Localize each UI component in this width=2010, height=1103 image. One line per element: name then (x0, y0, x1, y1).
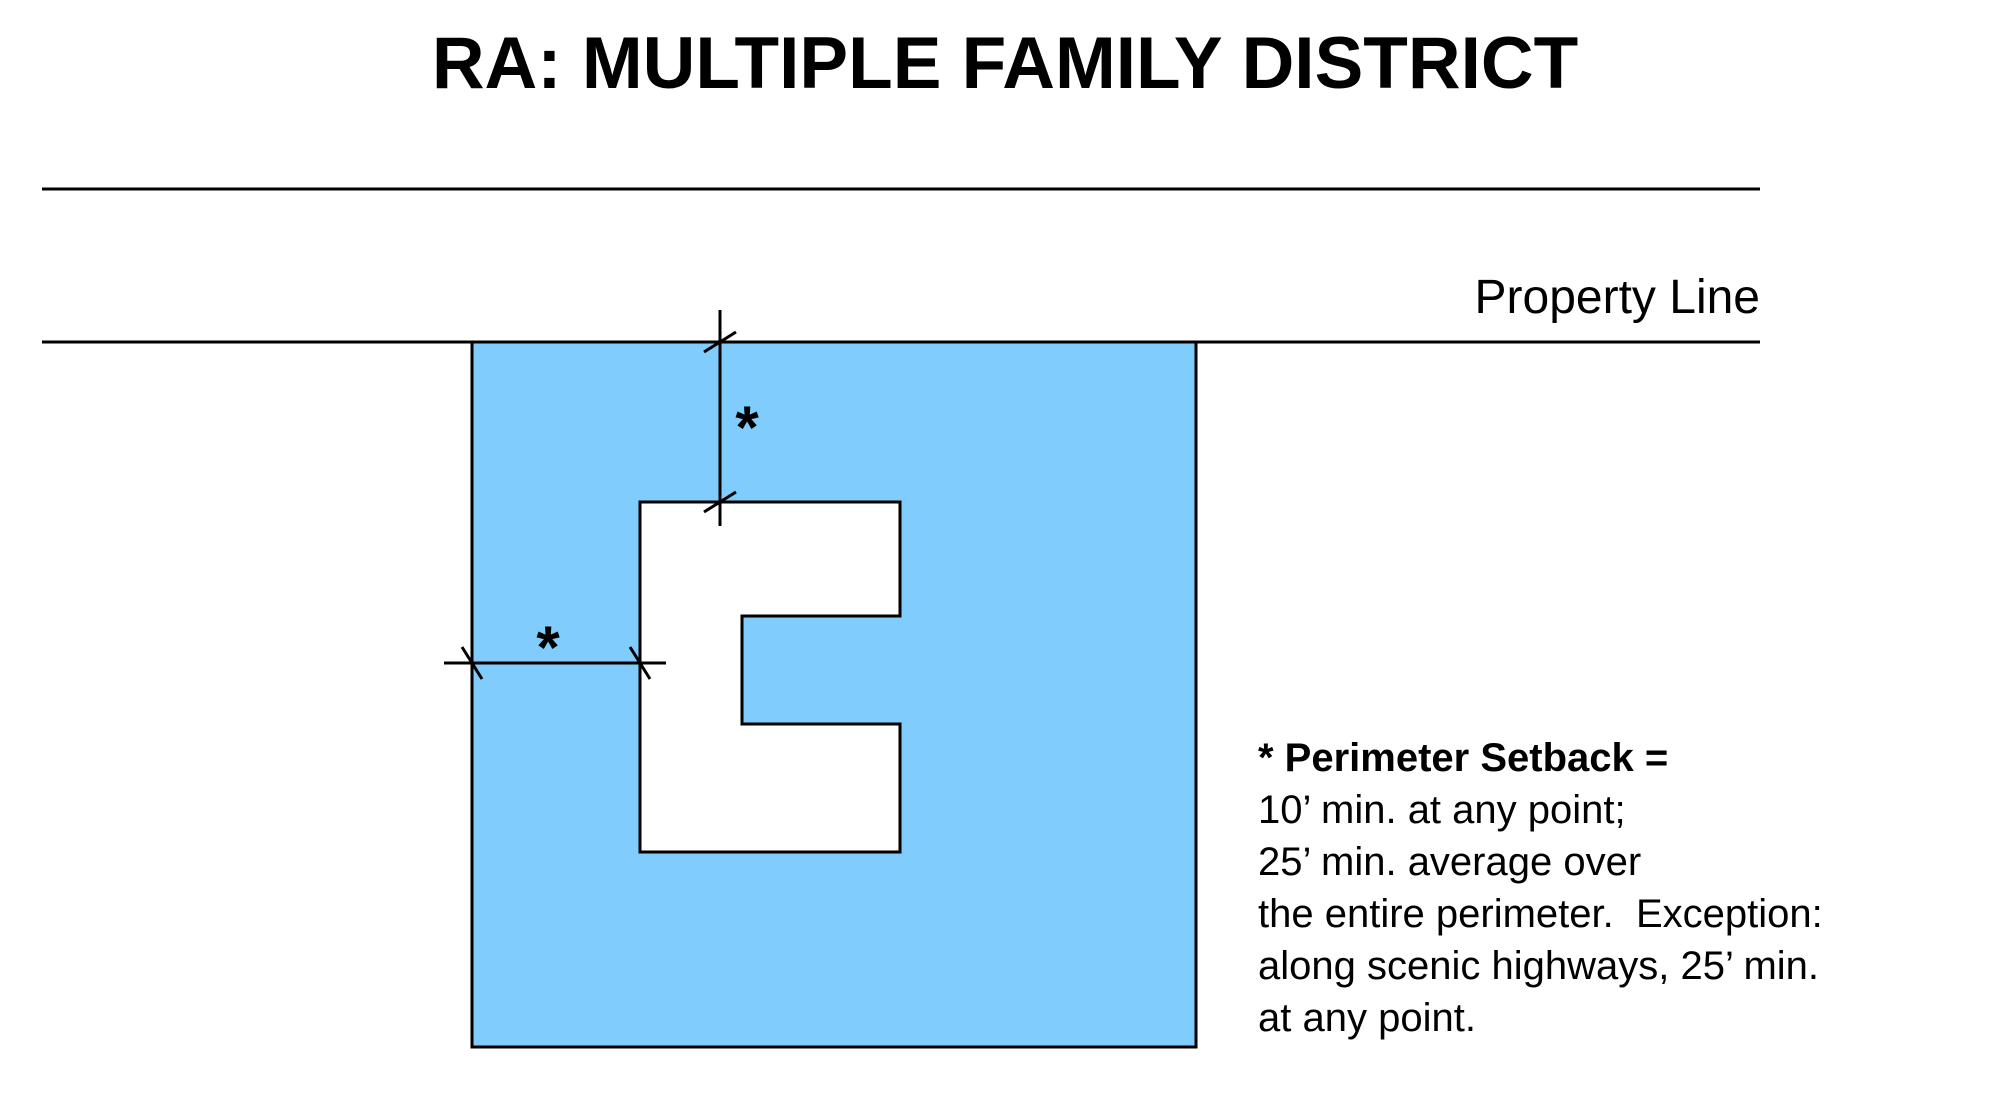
note-line: at any point. (1258, 996, 1476, 1040)
front-setback-marker: * (735, 394, 759, 461)
note-line: along scenic highways, 25’ min. (1258, 944, 1820, 988)
property-line-label: Property Line (1474, 271, 1760, 324)
note-line: the entire perimeter. Exception: (1258, 892, 1823, 936)
diagram-title: RA: MULTIPLE FAMILY DISTRICT (431, 23, 1579, 104)
side-setback-marker: * (536, 614, 560, 681)
setback-note (1258, 732, 1823, 1044)
lot-area (472, 342, 1196, 1047)
note-line: 10’ min. at any point; (1258, 788, 1626, 832)
note-line: 25’ min. average over (1258, 840, 1642, 884)
note-heading: * Perimeter Setback = (1258, 736, 1669, 780)
